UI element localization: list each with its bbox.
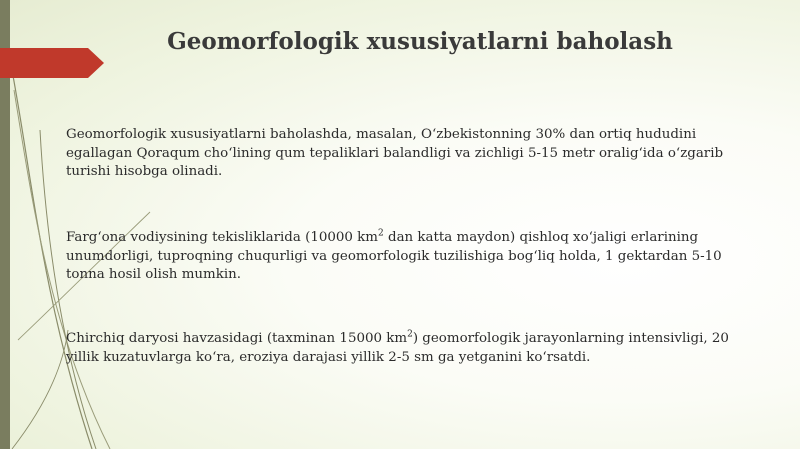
superscript-2: 2 [378, 228, 384, 239]
slide-title: Geomorfologik xususiyatlarni baholash [167, 28, 673, 55]
paragraph-chirchiq [66, 330, 756, 367]
paragraph-fargona-text-before: Farg‘ona vodiysining tekisliklarida (10000 km [66, 230, 378, 245]
superscript-2: 2 [407, 329, 413, 340]
paragraph-fargona [66, 229, 756, 285]
paragraph-fargona-text-after: dan katta maydon) qishloq xo‘jaligi erlarining unumdorligi, tuproqning chuqurligi va geomorfologik tuzilishiga bog‘liq holda, 1 gektardan 5-10 tonna hosil olish mumkin. [66, 230, 722, 282]
paragraph-qoraqum [66, 126, 756, 182]
paragraph-chirchiq-text-before: Chirchiq daryosi havzasidagi (taxminan 15000 km [66, 331, 408, 346]
paragraph-chirchiq-text-after: ) geomorfologik jarayonlarning intensivligi, 20 yillik kuzatuvlarga ko‘ra, eroziya darajasi yillik 2-5 sm ga yetganini ko‘rsatdi. [66, 331, 729, 365]
paragraph-qoraqum-text: Geomorfologik xususiyatlarni baholashda, masalan, O‘zbekistonning 30% dan ortiq hududini egallagan Qoraqum cho‘lining qum tepaliklari balandligi va zichligi 5-15 metr oralig‘ida o‘zgarib turishi hisobga olinadi. [66, 127, 724, 179]
